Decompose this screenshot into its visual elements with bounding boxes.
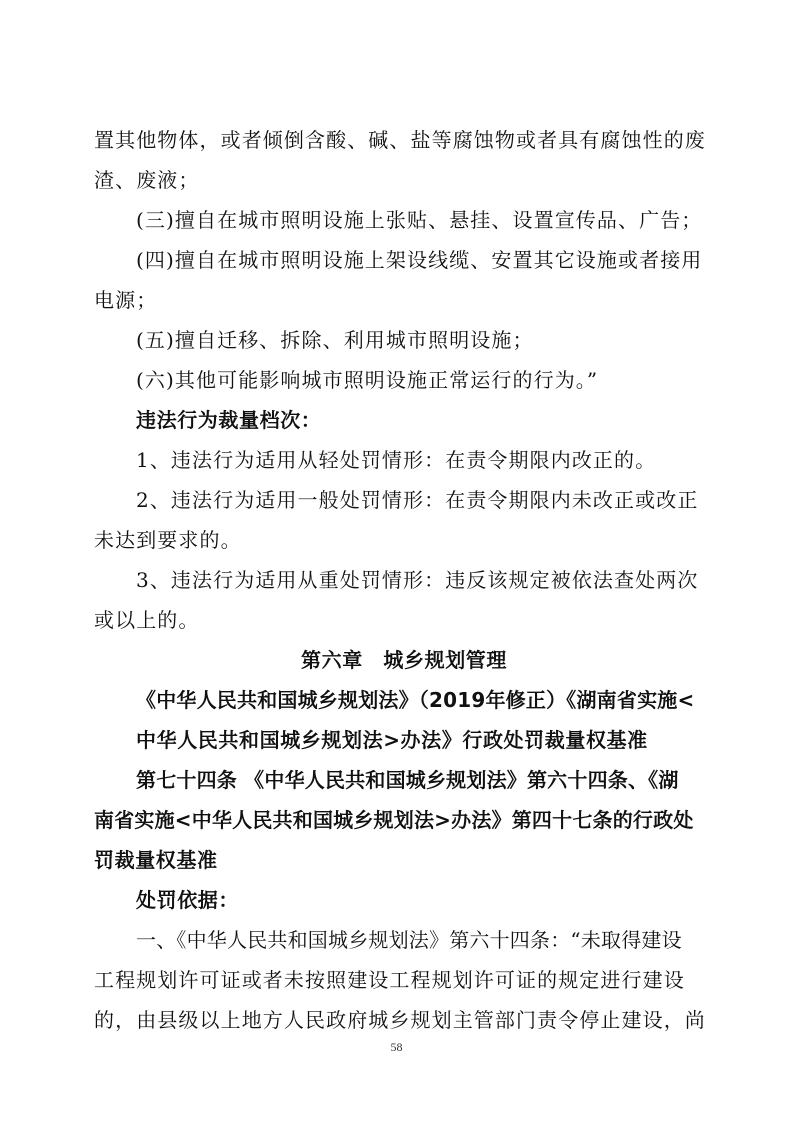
article-title-line: 南省实施<中华人民共和国城乡规划法>办法》第四十七条的行政处	[94, 808, 694, 832]
law-title-line: 《中华人民共和国城乡规划法》（2019年修正）《湖南省实施<	[136, 688, 695, 712]
article-title-line: 罚裁量权基准	[94, 848, 218, 872]
body-text-line: 电源；	[94, 288, 158, 312]
list-item-4: (四)擅自在城市照明设施上架设线缆、安置其它设施或者接用	[136, 248, 703, 272]
discretion-level-3: 3、违法行为适用从重处罚情形：违反该规定被依法查处两次	[136, 568, 699, 592]
body-text-line: 工程规划许可证或者未按照建设工程规划许可证的规定进行建设	[94, 968, 685, 992]
body-text-line: 渣、废液；	[94, 168, 200, 192]
body-text-line: 未达到要求的。	[94, 528, 242, 552]
list-item-5: (五)擅自迁移、拆除、利用城市照明设施；	[136, 328, 534, 352]
article-title-line: 第七十四条 《中华人民共和国城乡规划法》第六十四条、《湖	[136, 768, 679, 792]
body-text-line: 一、《中华人民共和国城乡规划法》第六十四条：“未取得建设	[136, 928, 682, 952]
discretion-level-1: 1、违法行为适用从轻处罚情形：在责令期限内改正的。	[136, 448, 657, 472]
law-title-line: 中华人民共和国城乡规划法>办法》行政处罚裁量权基准	[136, 728, 648, 752]
chapter-title: 第六章 城乡规划管理	[301, 648, 507, 672]
section-heading-discretion-levels: 违法行为裁量档次：	[136, 408, 322, 432]
body-text-line: 或以上的。	[94, 608, 200, 632]
page-number: 58	[390, 1040, 403, 1054]
body-text-line: 的，由县级以上地方人民政府城乡规划主管部门责令停止建设，尚	[94, 1008, 706, 1032]
section-heading-penalty-basis: 处罚依据：	[136, 888, 239, 912]
list-item-3: (三)擅自在城市照明设施上张贴、悬挂、设置宣传品、广告；	[136, 208, 703, 232]
body-text-line: 置其他物体，或者倾倒含酸、碱、盐等腐蚀物或者具有腐蚀性的废	[94, 128, 706, 152]
list-item-6: (六)其他可能影响城市照明设施正常运行的行为。”	[136, 368, 599, 392]
discretion-level-2: 2、违法行为适用一般处罚情形：在责令期限内未改正或改正	[136, 488, 699, 512]
